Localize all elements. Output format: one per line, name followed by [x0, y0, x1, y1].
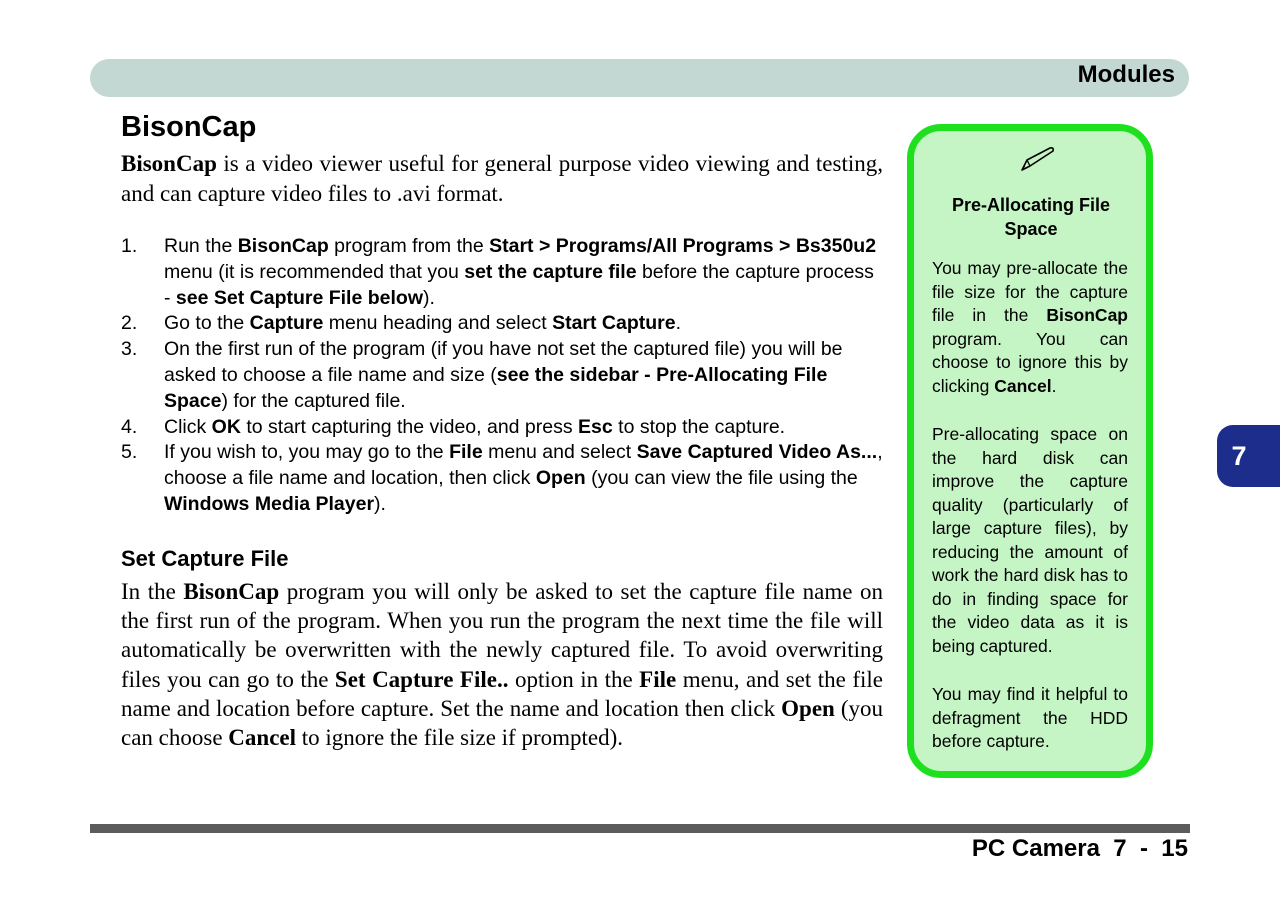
text-run: .	[1051, 375, 1057, 396]
intro-bold: BisonCap	[121, 151, 217, 176]
step-number: 2.	[121, 312, 138, 335]
header-bar	[90, 59, 1189, 97]
step-number: 3.	[121, 338, 138, 361]
sidebar-title: Pre-Allocating File Space	[951, 195, 1111, 239]
sidebar-paragraph-3: You may find it helpful to defragment the HDD before capture.	[932, 684, 1128, 751]
bold-text: Set Capture File..	[334, 666, 509, 692]
sidebar-paragraph-2: Pre-allocating space on the hard disk can improve the capture quality (particularly of large capture files), by reducing the amount of work the hard disk has to do in finding space for the video data as it is being captured.	[932, 424, 1128, 656]
step-number: 1.	[121, 235, 138, 257]
text-run: If you wish to, you may go to the	[164, 441, 450, 464]
bold-text: OK	[211, 415, 241, 438]
text-run: ).	[374, 492, 386, 515]
text-run: On the first run of the program (if you have not set the captured file) you will be asked to choose a file name and size (	[164, 338, 843, 386]
text-run: .	[675, 312, 682, 335]
chapter-tab[interactable]	[1217, 425, 1280, 487]
text-run: menu, and set the file name and location before capture. Set the name and location then click	[121, 666, 883, 721]
text-run: to stop the capture.	[612, 415, 786, 438]
text-run: You may pre-allocate the file size for the capture file in the	[932, 258, 1128, 325]
text-run: , choose a file name and location, then click	[164, 441, 883, 490]
sidebar-paragraph-1	[932, 257, 1128, 398]
chapter-number: 7	[1231, 441, 1247, 471]
page-title: BisonCap	[121, 111, 257, 143]
text-run: program from the	[328, 235, 490, 257]
section-body	[121, 577, 883, 752]
text-run: ).	[423, 286, 435, 309]
bold-text: Open	[781, 695, 835, 721]
bold-text: see Set Capture File below	[175, 286, 423, 309]
footer-page-label: PC Camera 7 - 15	[971, 835, 1188, 862]
step-item-4	[121, 415, 883, 441]
bold-text: see the sidebar - Pre-Allocating File Space	[164, 363, 828, 412]
text-run: menu (it is recommended that you	[164, 260, 465, 283]
text-run: In the	[121, 579, 184, 604]
text-run: before the capture process -	[164, 260, 874, 309]
step-item-1	[121, 234, 883, 311]
header-title: Modules	[1077, 61, 1175, 88]
sidebar-box	[907, 124, 1153, 778]
text-run: Go to the	[164, 312, 250, 335]
bold-text: Save Captured Video As...	[636, 441, 878, 464]
footer-bar	[90, 824, 1190, 833]
bold-text: set the capture file	[464, 260, 637, 283]
text-run: (you can view the file using the	[585, 467, 858, 490]
step-item-5	[121, 440, 883, 517]
text-run: Click	[164, 415, 212, 438]
bold-text: Cancel	[994, 375, 1052, 396]
text-run: program. You can choose to ignore this by clicking	[932, 328, 1128, 396]
bold-text: BisonCap	[183, 579, 280, 604]
text-run: Run the	[164, 235, 238, 257]
bold-text: File	[639, 666, 677, 692]
bold-text: Capture	[249, 312, 324, 335]
bold-text: Start Capture	[552, 312, 676, 335]
text-run: to start capturing the video, and press	[240, 415, 579, 438]
step-number: 4.	[121, 415, 138, 438]
bold-text: Start > Programs/All Programs > Bs350u2	[489, 235, 877, 257]
bold-text: Windows Media Player	[164, 492, 375, 515]
intro-paragraph	[121, 149, 883, 209]
steps-list	[121, 234, 883, 518]
bold-text: BisonCap	[237, 235, 329, 257]
intro-text: is a video viewer useful for general purpose video viewing and testing, and can capture video files to .avi format.	[121, 151, 883, 206]
step-item-2	[121, 311, 883, 337]
text-run: menu and select	[482, 441, 637, 464]
bold-text: Open	[535, 467, 586, 490]
bold-text: File	[449, 441, 483, 464]
section-title: Set Capture File	[121, 546, 289, 571]
text-run: option in the	[508, 666, 640, 692]
bold-text: BisonCap	[1046, 305, 1128, 325]
text-run: to ignore the file size if prompted).	[296, 725, 624, 751]
text-run: ) for the captured file.	[221, 389, 406, 412]
pen-icon	[1016, 145, 1056, 173]
text-run: (you can choose	[121, 695, 883, 751]
bold-text: Esc	[578, 415, 613, 438]
step-item-3	[121, 337, 883, 414]
step-number: 5.	[121, 441, 138, 464]
text-run: program you will only be asked to set the capture file name on the first run of the program. When you run the program the next time the file will automatically be overwritten with the newly captured file. To avoid overwriting files you can go to the	[121, 579, 883, 692]
text-run: menu heading and select	[323, 312, 553, 335]
bold-text: Cancel	[228, 725, 297, 751]
